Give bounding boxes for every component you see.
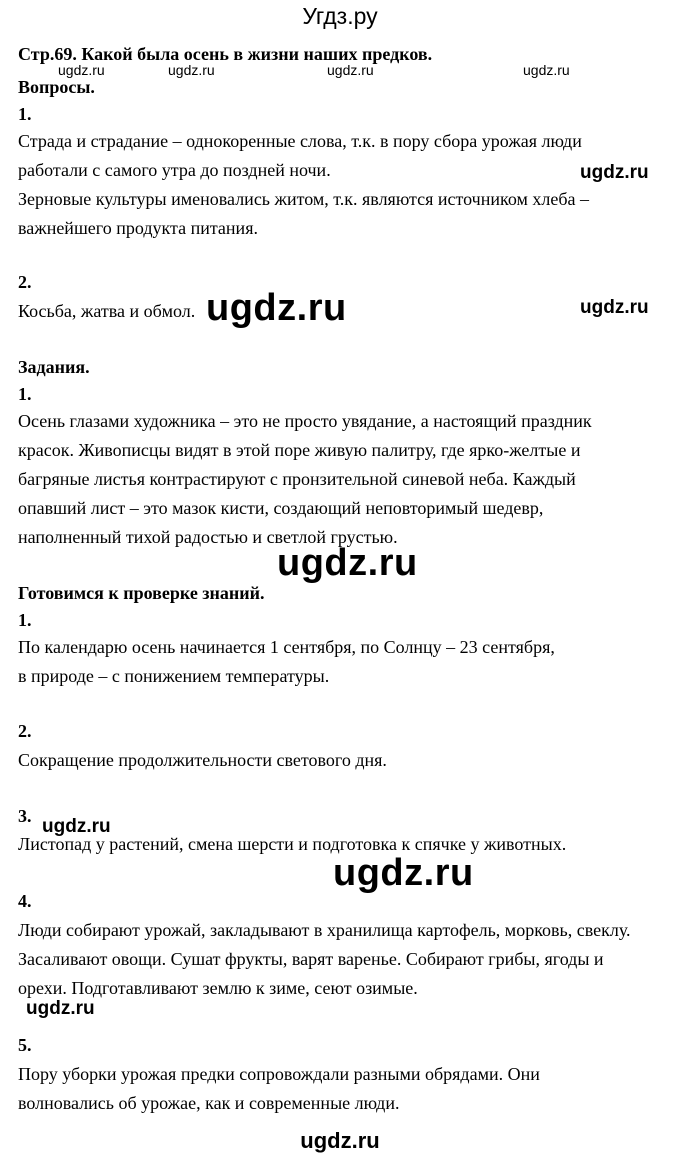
answer-line: Косьба, жатва и обмол. bbox=[18, 301, 196, 321]
item-number: 5. bbox=[18, 1035, 32, 1055]
watermark-large: ugdz.ru bbox=[206, 287, 347, 329]
answer-line: Пору уборки урожая предки сопровождали разными обрядами. Они bbox=[18, 1064, 540, 1084]
item-number: 2. bbox=[18, 721, 32, 741]
section-title-review: Готовимся к проверке знаний. bbox=[18, 583, 265, 603]
answer-line: опавший лист – это мазок кисти, создающий неповторимый шедевр, bbox=[18, 498, 544, 518]
watermark-small: ugdz.ru bbox=[58, 62, 105, 78]
watermark-medium: ugdz.ru bbox=[580, 297, 649, 318]
answer-line: Зерновые культуры именовались житом, т.к. являются источником хлеба – bbox=[18, 189, 589, 209]
item-number: 1. bbox=[18, 104, 32, 124]
footer-watermark: ugdz.ru bbox=[300, 1128, 380, 1153]
answer-line: Люди собирают урожай, закладывают в хранилища картофель, морковь, свеклу. bbox=[18, 920, 631, 940]
watermark-small: ugdz.ru bbox=[523, 62, 570, 78]
watermark-medium: ugdz.ru bbox=[26, 998, 95, 1019]
answer-line: багряные листья контрастируют с пронзительной синевой неба. Каждый bbox=[18, 469, 576, 489]
page-heading: Стр.69. Какой была осень в жизни наших предков. bbox=[18, 44, 433, 64]
answer-line: По календарю осень начинается 1 сентября, по Солнцу – 23 сентября, bbox=[18, 637, 555, 657]
item-number: 3. bbox=[18, 806, 32, 826]
answer-line: важнейшего продукта питания. bbox=[18, 218, 258, 238]
answer-line: в природе – с понижением температуры. bbox=[18, 666, 330, 686]
item-number: 2. bbox=[18, 272, 32, 292]
answer-line: красок. Живописцы видят в этой поре живую палитру, где ярко-желтые и bbox=[18, 440, 581, 460]
answer-line: Засаливают овощи. Сушат фрукты, варят варенье. Собирают грибы, ягоды и bbox=[18, 949, 604, 969]
answer-line: Сокращение продолжительности светового дня. bbox=[18, 750, 387, 770]
answer-line: Осень глазами художника – это не просто увядание, а настоящий праздник bbox=[18, 411, 592, 431]
watermark-small: ugdz.ru bbox=[327, 62, 374, 78]
watermark-small: ugdz.ru bbox=[168, 62, 215, 78]
answer-line: волновались об урожае, как и современные люди. bbox=[18, 1093, 400, 1113]
answer-line: наполненный тихой радостью и светлой грустью. bbox=[18, 527, 398, 547]
answer-line: работали с самого утра до поздней ночи. bbox=[18, 160, 331, 180]
item-number: 4. bbox=[18, 891, 32, 911]
section-title-tasks: Задания. bbox=[18, 357, 90, 377]
watermark-large: ugdz.ru bbox=[277, 542, 418, 584]
item-number: 1. bbox=[18, 610, 32, 630]
answer-line: орехи. Подготавливают землю к зиме, сеют озимые. bbox=[18, 978, 418, 998]
item-number: 1. bbox=[18, 384, 32, 404]
watermark-medium: ugdz.ru bbox=[42, 816, 111, 837]
watermark-medium: ugdz.ru bbox=[580, 162, 649, 183]
watermark-large: ugdz.ru bbox=[333, 852, 474, 894]
answer-line: Страда и страдание – однокоренные слова, т.к. в пору сбора урожая люди bbox=[18, 131, 582, 151]
section-title-questions: Вопросы. bbox=[18, 77, 95, 97]
site-title: Угдз.ру bbox=[302, 3, 378, 29]
answer-line: Листопад у растений, смена шерсти и подготовка к спячке у животных. bbox=[18, 834, 567, 854]
